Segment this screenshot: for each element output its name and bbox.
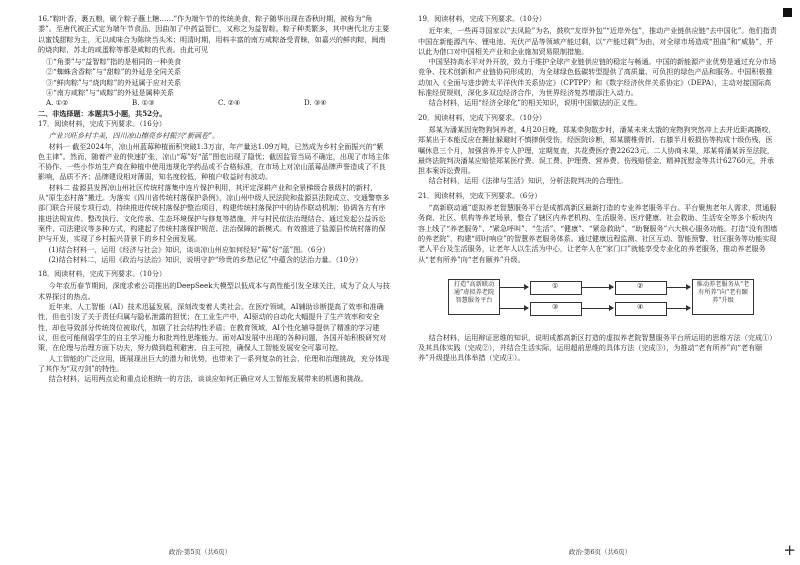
q16-choice-c: C. ②④ [218, 98, 241, 108]
diagram-arrow-5 [666, 287, 690, 288]
diagram-arrow-4 [581, 308, 613, 309]
q18-para-2: 近年来，人工智能（AI）技术迅猛发展，深刻改变着人类社会。在医疗领域，AI辅助诊断提高了效率和准确性，但也引发了关于责任归属与隐私泄露的担忧；在工业生产中，AI驱动的自动化大幅提升了生产效率和安全性，却也导致部分传统岗位被取代，加剧了社会结构性矛盾；在教育领域，AI个性化辅导提供了精准的学习建议，但也可能削弱学生的自主学习能力和批判性思维能力。面对AI发展中出现的各种问题，各国开始积极研究对策，在伦理与治理方面下功夫，努力做到趋利避害、自主可控，确保人工智能发展安全可靠可控。 [38, 302, 387, 353]
diagram-arrow-1 [500, 287, 528, 288]
q21-para-1: “高新联动通”虚拟养老智慧服务平台是成都高新区最新打造的专业养老服务平台。平台聚焦老年人需求，贯通服务商、社区、机构等养老场景，整合了辖区内养老机构、生活服务、医疗健康、社会救助、生活安全等多个板块内容上线了“养老服务”、“紧急呼叫”、“生活”、“健康”、“紧急救助”、“助餐服务”六大核心服务功能。打造“没有围墙的养老院”，构建“即时响应”的智慧养老服务体系。通过健康远程监测、社区互动、智能预警、社区服务等功能实现老人平台及生活服务，让老年人以生活为中心，让老年人在“家门口”就能享受专业化的养老服务，推动养老服务从“老有所养”向“老有颐养”升级。 [418, 203, 778, 264]
diagram-right-box: 推动养老服务从“老有所养”向“老有颐养”升级 [692, 279, 754, 315]
q17-intro: 产业兴旺乡村丰美，四川凉山擦亮乡村振兴“新画卷”。 [48, 131, 220, 141]
q20-para-2: 结合材料，运用《法律与生活》知识，分析法院判决的合理性。 [428, 176, 628, 186]
q20-para-1: 郑某为潘某因宠物狗饲养者，4月20日晚，郑某牵狗散步时，潘某未来太饿的宠物狗突然冲上去并近距离撕咬，郑某出于本能反应在撕扯躲避时不慎摔倒受伤，经医院诊断，郑某腰椎骨折、右膝半月板损伤等构成十级伤残，医嘱休息三个月，加强营养并专人护理，定期复查，共花费医疗费22623元。二人协商未果，郑某将潘某诉至法院，最终法院判决潘某应赔偿郑某医疗费、误工费、护理费、营养费、伤残赔偿金、精神抚慰金等共计62760元，并承担本案诉讼费用。 [418, 124, 776, 176]
q16-option-4: ④“南方咸粽”与“咸粽”的外延是属种关系 [46, 88, 175, 98]
q19-para-2: 中国坚持高水平对外开放，致力于维护全球产业链供应链的稳定与畅通。中国的新能源产业优势是通过充分市场竞争、技术创新和产业链协同形成的，为全球绿色低碳转型提供了高质量、可负担的绿色产品和服务。中国积极推动加入《全面与进步跨太平洋伙伴关系协定》（CPTPP）和《数字经济伙伴关系协定》（DEPA），主动对接国际高标准经贸规则，深化多双边经济合作，为世界经济复苏增添注入动力。 [418, 57, 777, 98]
q19-title: 19．阅读材料，完成下列要求。（10分） [418, 14, 547, 23]
q18-para-4: 结合材料，运用两点论和重点论相统一的方法，谈谈应如何正确应对人工智能发展带来的机遇和挑战。 [48, 374, 368, 384]
q21-diagram [418, 271, 778, 329]
q19-para-1: 近年来，一些再寻国家以“去风险”为名，鼓吹“友岸外包”“近岸外包”，推动产业链供应链“去中国化”。他们指责中国在新能源汽车、锂电池、光伏产品等领域产能过剩，以“产能过剩”为由，对全球市场造成“扭曲”和“威胁”，并以此为借口对中国相关产业和企业施加贸易限制措施。 [418, 26, 777, 56]
q17-title: 17．阅读材料，完成下列要求。（16分） [38, 118, 167, 128]
q20-title: 20．阅读材料，完成下列要求。（10分） [418, 112, 547, 122]
right-page-footer: 政治·第6页（共6页） [568, 547, 632, 556]
diagram-circle-4: ④ [637, 302, 644, 311]
q18-title: 18．阅读材料，完成下列要求。（10分） [38, 269, 167, 279]
crosshair-registration-icon: + [783, 541, 796, 559]
diagram-circle-1: ① [552, 281, 559, 290]
q21-para-2: 结合材料，运用辩证思维的知识，说明成都高新区打造的虚拟养老院智慧服务平台所运用的思维方法（完成①）及其具体实践（完成②），并结合生活实际，运用超前思维的具体方法（完成③），为推动“老有所养”向“老有颐养”升级提出具体举措（完成④）。 [418, 332, 777, 363]
diagram-arrow-6 [666, 308, 690, 309]
section-2-heading: 二、非选择题：本题共5小题，共52分。 [38, 108, 167, 118]
q16-choice-d: D. ③④ [304, 98, 327, 108]
diagram-circle-3: ③ [552, 302, 559, 311]
right-page [400, 0, 800, 565]
q16-choices [46, 98, 390, 108]
q16-choice-a: A. ①② [46, 98, 69, 108]
q17-material-1: 材料一 截至2024年，凉山州蓝莓种植面积突破1.3万亩，年产量达1.09万吨，已然成为乡村全面振兴的“紫色主律”。然而，随着产业的快速扩张，凉山“莓”好“蓝”图也出现了隐忧；截因监管当局不确定，出现了市场主体不协作、一些小作坊生产商在种植中使用违规化学药品或不合格标准，在市场上对凉山蓝莓品牌声誉造成了不良影响，品质不齐；品牌建设相对薄弱，知名度较低，种植户收益时有波动。 [38, 141, 390, 182]
q18-para-1: 今年农历春节期间，深度求索公司推出的DeepSeek大模型以低成本与高性能引发全球关注，成为了众人与技术界探讨的热点。 [38, 281, 390, 301]
q16-choice-b: B. ①③ [132, 98, 155, 108]
q17-sub-1: (1)结合材料一，运用《经济与社会》知识，谈谈凉山州应如何经好“莓”好“蓝”图。（6分） [48, 244, 330, 254]
q16-option-2: ②“蜘蛛含香粽”与“甜粽”的外延是全同关系 [46, 67, 182, 77]
q21-title: 21．阅读材料，完成下列要求。（6分） [418, 190, 542, 200]
left-page-footer: 政治·第5页（共6页） [168, 547, 232, 556]
q19-para-3: 结合材料，运用“经济全球化”的相关知识，说明中国做法的正义性。 [428, 98, 642, 108]
corner-registration-mark [783, 8, 792, 17]
diagram-left-box: 打造“高新联动通”虚拟养老院智慧服务平台 [448, 279, 500, 315]
q16-option-1: ①“角黍”与“益智粽”指的是相同的一种美食 [46, 57, 182, 67]
q16-option-3: ③“鲜肉粽”与“烧肉粽”的外延属于应对关系 [46, 77, 182, 87]
q18-para-3: 人工智能的广泛应用，既展现出巨大的潜力和优势，也带来了一系列复杂的社会、伦理和治理挑战，充分体现了其作为“双刃剑”的特性。 [38, 353, 390, 373]
q17-sub-2: (2)结合材料二，运用《政治与法治》知识，说明守护“珍贵的乡愁记忆”中蕴含的法治力量。（10分） [48, 254, 363, 264]
diagram-arrow-3 [500, 308, 528, 309]
diagram-circle-2: ② [637, 281, 644, 290]
q17-material-2: 材料二 盐源县发挥凉山州社区传统村落集中连片保护利用，其评定深耕产业和全景梯级合景级村的新村，从“原生态村落”搬迁。为落实《四川省传统村落保护条例》，凉山州中级人民法院和盐源县法院成立、交通警察多部门联合开展专项行动，持续推进传统村落保护整治项目，构建传统村落保护中的协作联动机制；协调各方有序推进法规宣传、整改执行、文化传承、生态环境保护与修复等措施，并与村民依法治理结合、通过发起公益诉讼案件、司法建议等多种方式，构建起了传统村落保护规范、法治保障的新模式。有效推进了盐源县传统村落的保护与开发，实现了乡村振兴背景下的乡村全面发展。 [38, 182, 390, 244]
diagram-arrow-2 [581, 287, 613, 288]
q16-stem: 16.“粽叶香，裹五粮，刷个粽子蘸上糖……”作为端午节的传统美食，粽子随华出现在香秋时期，被称为“角黍”。至唐代被正式定为端午节食品，因曲加了中药益智仁，又称之为益智粽。粽子种类繁多，其中唐代北方主要以蜜饯甜粽为主，无以咸味合为陈续当头米；明清时期，用料丰富的南方咸粽备受青睐，如嘉兴的鲜肉粽，闽南的烧肉粽，苏北的咸蛋粽等都是咸粽的代表。由此可见 [38, 14, 390, 54]
